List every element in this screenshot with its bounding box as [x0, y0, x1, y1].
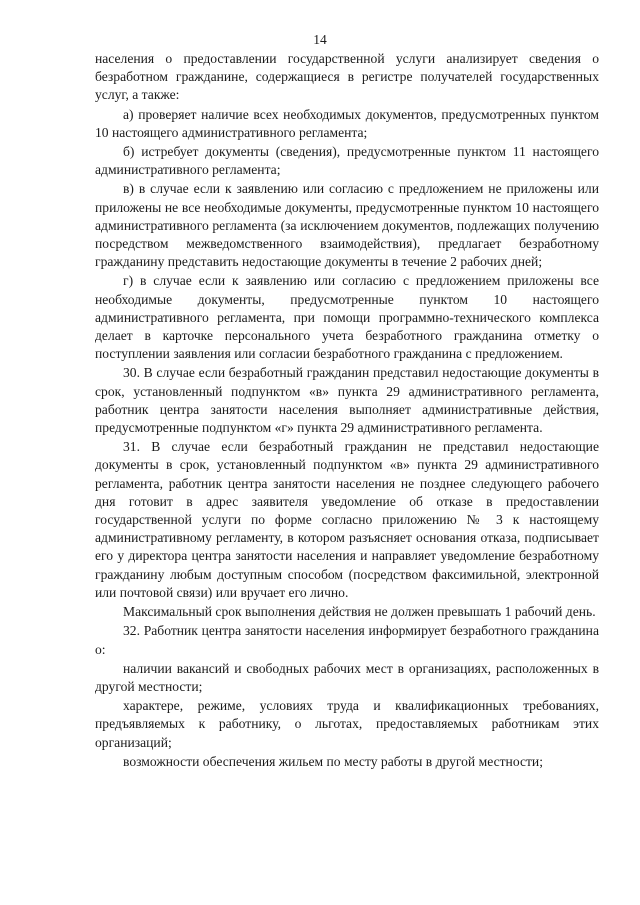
paragraph-item-g: г) в случае если к заявлению или согласию с предложением приложены все необходимые документы, предусмотренные пунктом 10 настоящего административного регламента, при помощи программно-технического комплекса делает в карточке персонального учета безработного гражданина отметку о поступлении заявления или согласии безработного гражданина с предложением. [95, 273, 599, 362]
paragraph-max-term: Максимальный срок выполнения действия не должен превышать 1 рабочий день. [123, 604, 596, 620]
paragraph-31: 31. В случае если безработный гражданин не представил недостающие документы в срок, установленный подпунктом «в» пункта 29 административного регламента, работник центра занятости населения не позднее следующего рабочего дня готовит в адрес заявителя уведомление об отказе в предоставлении государственной услуги по форме согласно приложению № 3 к настоящему административному регламенту, в котором разъясняет основания отказа, подписывает его у директора центра занятости населения и направляет уведомление безработному гражданину любым доступным способом (посредством факсимильной, электронной или почтовой связи) или вручает его лично. [95, 439, 599, 600]
paragraph-item-b: б) истребует документы (сведения), предусмотренные пунктом 11 настоящего административного регламента; [95, 144, 599, 178]
paragraph-30: 30. В случае если безработный гражданин представил недостающие документы в срок, установленный подпунктом «в» пункта 29 административного регламента, работник центра занятости населения выполняет административные действия, предусмотренные подпунктом «г» пункта 29 административного регламента. [95, 365, 599, 436]
paragraph-item-a: а) проверяет наличие всех необходимых документов, предусмотренных пунктом 10 настоящего административного регламента; [95, 106, 599, 140]
paragraph-32-conditions: характере, режиме, условиях труда и квалификационных требованиях, предъявляемых к работнику, о льготах, предоставляемых работникам этих организаций; [95, 698, 599, 750]
paragraph-32: 32. Работник центра занятости населения информирует безработного гражданина о: [95, 623, 599, 657]
paragraph-continuation: населения о предоставлении государственной услуги анализирует сведения о безработном гражданине, содержащиеся в регистре получателей государственных услуг, а также: [95, 51, 599, 103]
document-body [95, 50, 599, 772]
page-number: 14 [313, 32, 327, 47]
paragraph-32-vacancies: наличии вакансий и свободных рабочих мест в организациях, расположенных в другой местности; [95, 660, 599, 694]
paragraph-item-v: в) в случае если к заявлению или согласию с предложением не приложены или приложены не все необходимые документы, предусмотренные пунктом 10 настоящего административного регламента (за исключением документов, подлежащих получению посредством межведомственного взаимодействия), предлагает безработному гражданину представить недостающие документы в течение 2 рабочих дней; [95, 181, 599, 270]
paragraph-32-housing: возможности обеспечения жильем по месту работы в другой местности; [123, 753, 543, 769]
